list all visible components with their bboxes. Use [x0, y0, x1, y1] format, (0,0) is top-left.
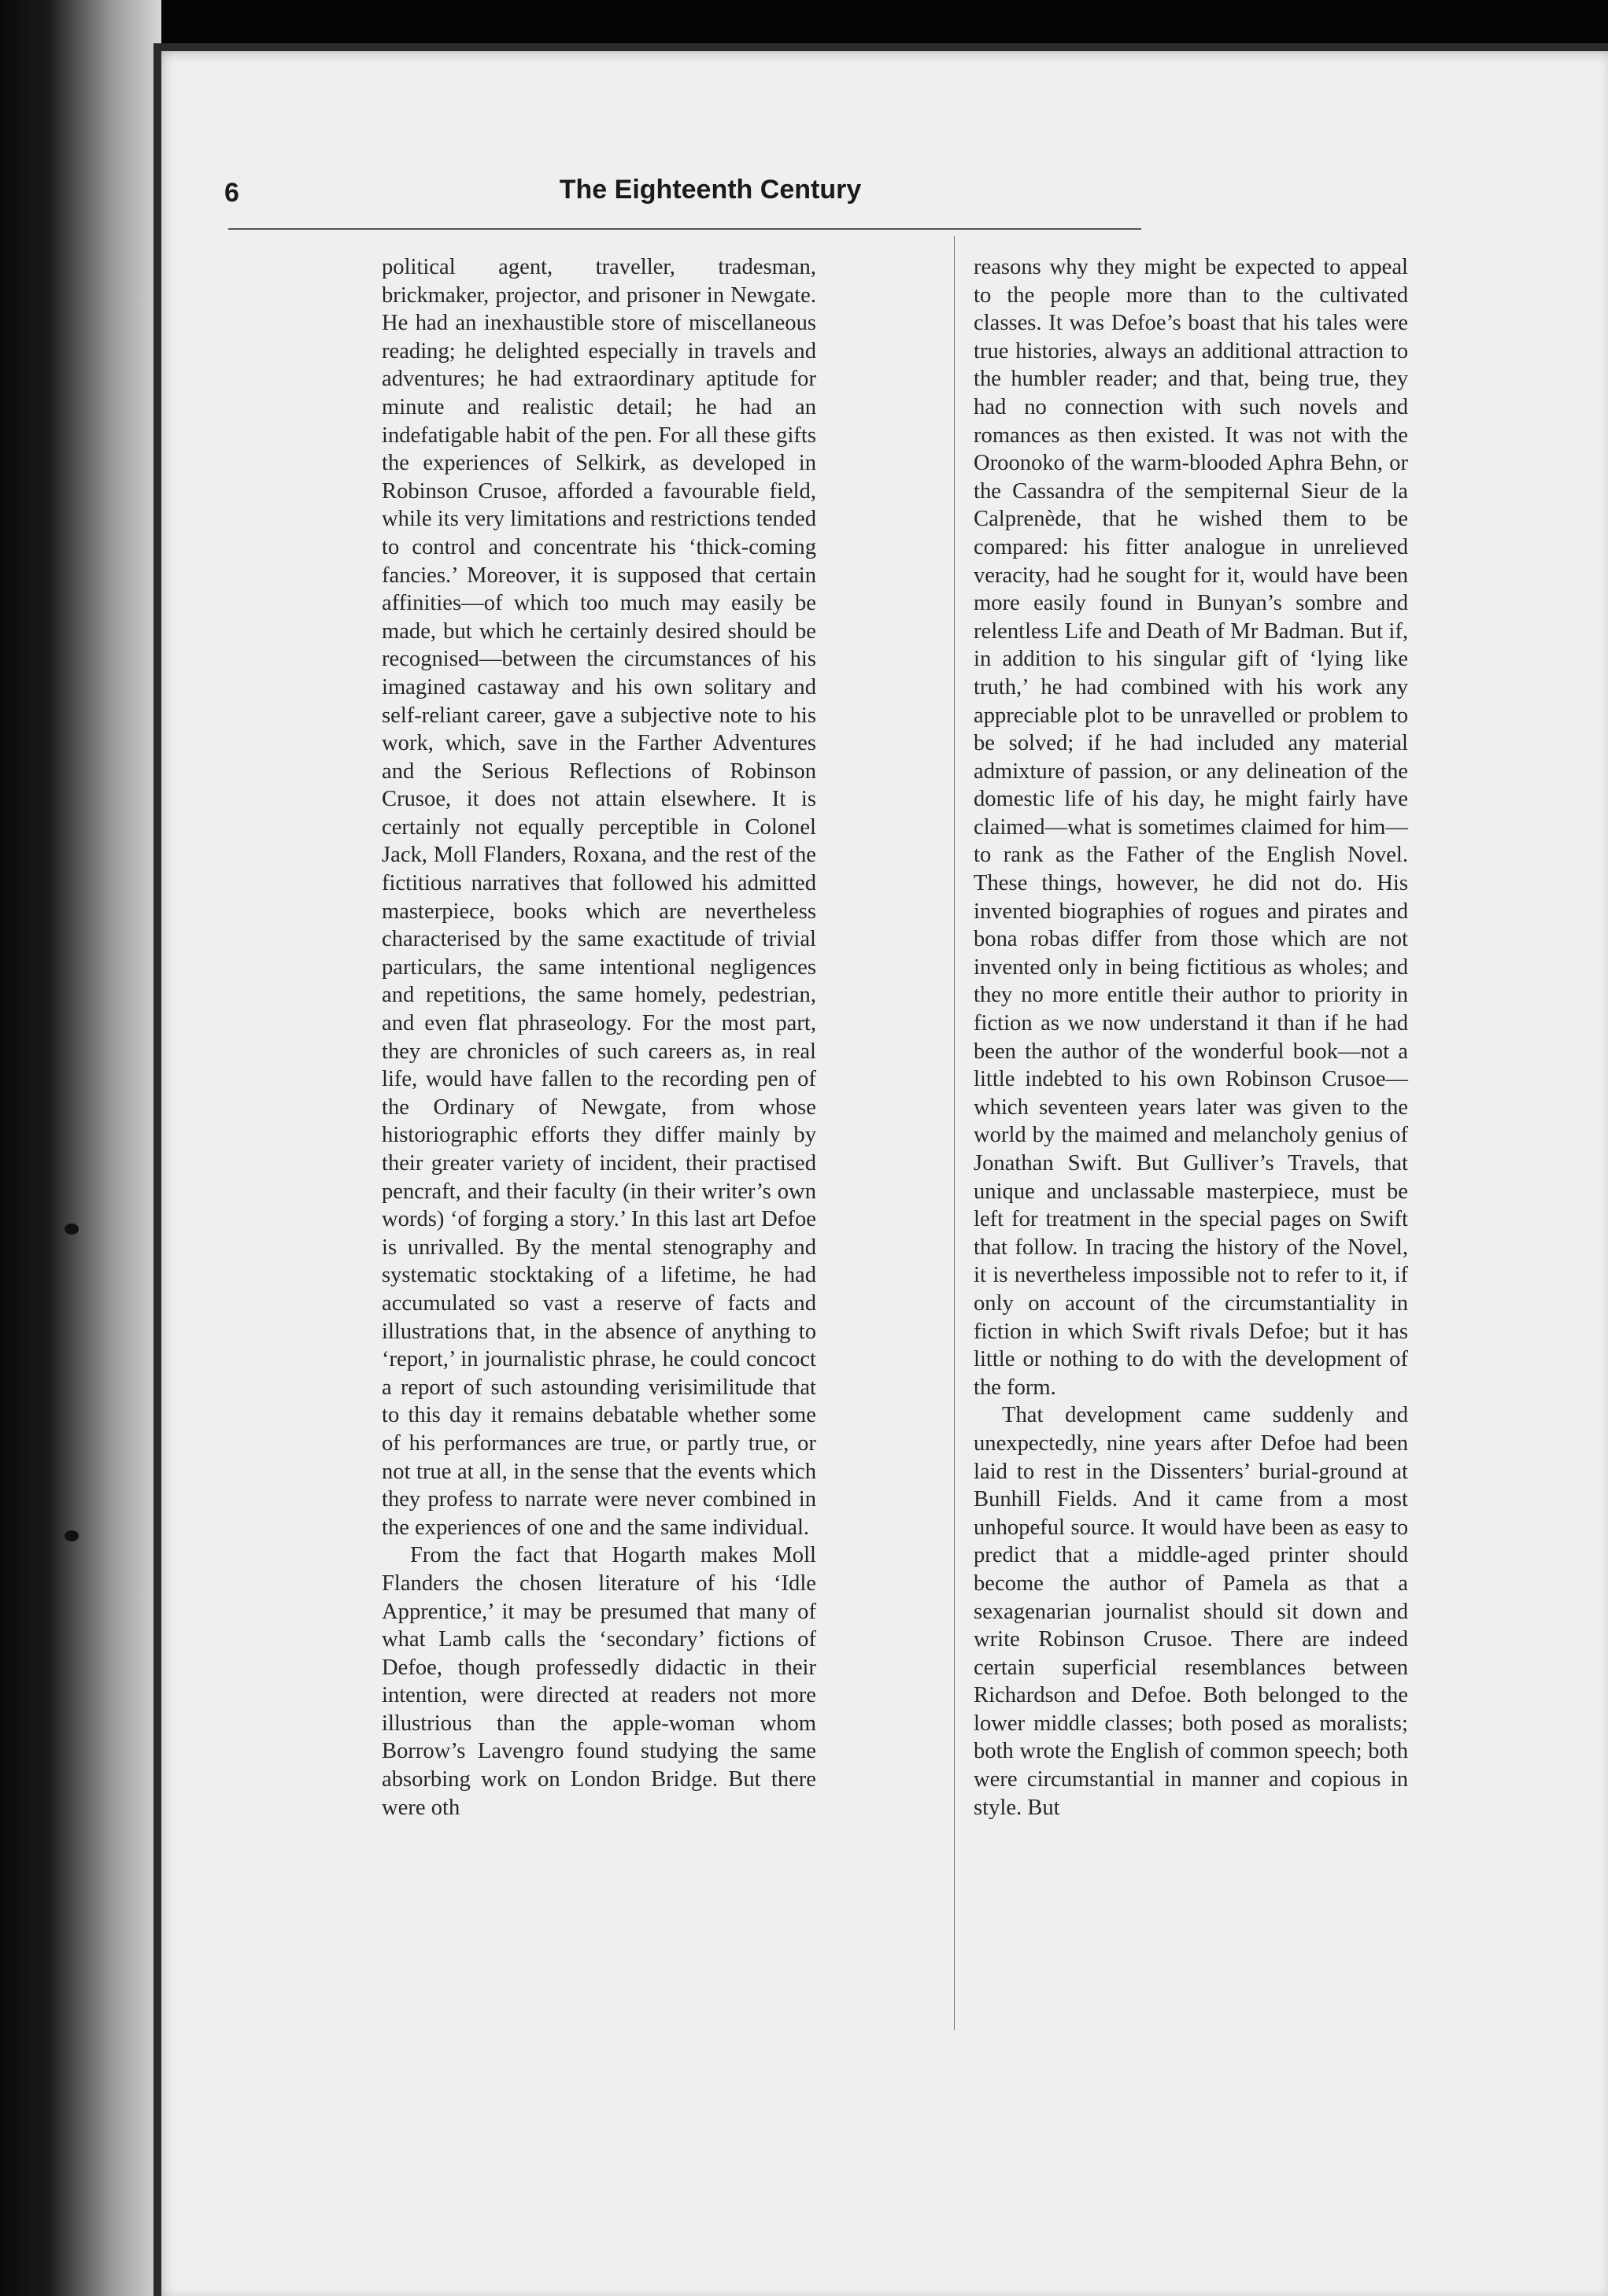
- scan-speck: [65, 1224, 79, 1235]
- running-head: The Eighteenth Century: [559, 175, 862, 205]
- right-column: [974, 253, 1408, 1822]
- scan-edge-shadow: [0, 0, 161, 2296]
- scan-speck: [65, 1530, 79, 1541]
- paragraph: political agent, traveller, tradesman, brickmaker, projector, and prisoner in Newgate. He had an inexhaustible store of miscellaneous reading; he delighted especially in travels and adventures; he had extraordinary aptitude for minute and realistic detail; he had an indefatigable habit of the pen. For all these gifts the experiences of Selkirk, as developed in Robinson Crusoe, afforded a favourable field, while its very limitations and restrictions tended to control and concentrate his ‘thick-coming fancies.’ Moreover, it is supposed that certain affinities—of which too much may easily be made, but which he certainly desired should be recognised—between the circumstances of his imagined castaway and his own solitary and self-reliant career, gave a subjective note to his work, which, save in the Farther Adventures and the Serious Reflections of Robinson Crusoe, it does not attain elsewhere. It is certainly not equally perceptible in Colonel Jack, Moll Flanders, Roxana, and the rest of the fictitious narratives that followed his admitted masterpiece, books which are nevertheless characterised by the same exactitude of trivial particulars, the same intentional negligences and repetitions, the same homely, pedestrian, and even flat phraseology. For the most part, they are chronicles of such careers as, in real life, would have fallen to the recording pen of the Ordinary of Newgate, from whose historiographic efforts they differ mainly by their greater variety of incident, their practised pencraft, and their faculty (in their writer’s own words) ‘of forging a story.’ In this last art Defoe is unrivalled. By the mental stenography and systematic stocktaking of a lifetime, he had accumulated so vast a reserve of facts and illustrations that, in the absence of anything to ‘report,’ in journalistic phrase, he could concoct a report of such astounding verisimilitude that to this day it remains debatable whether some of his performances are true, or partly true, or not true at all, in the sense that the events which they profess to narrate were never combined in the experiences of one and the same individual.: [382, 255, 816, 1540]
- page-edge-top: [153, 43, 1608, 51]
- page-number: 6: [224, 178, 239, 208]
- left-column: [382, 253, 816, 1822]
- paragraph: reasons why they might be expected to appeal to the people more than to the cultivated classes. It was Defoe’s boast that his tales were true histories, always an additional attraction to the humbler reader; and that, being true, they had no connection with such novels and romances as then existed. It was not with the Oroonoko of the warm-blooded Aphra Behn, or the Cassandra of the sempiternal Sieur de la Calprenède, that he wished them to be compared: his fitter analogue in unrelieved veracity, had he sought for it, would have been more easily found in Bunyan’s sombre and relentless Life and Death of Mr Badman. But if, in addition to his singular gift of ‘lying like truth,’ he had combined with his work any appreciable plot to be unravelled or problem to be solved; if he had included any material admixture of passion, or any delineation of the domestic life of his day, he might fairly have claimed—what is sometimes claimed for him—to rank as the Father of the English Novel. These things, however, he did not do. His invented biographies of rogues and pirates and bona robas differ from those which are not invented only in being fictitious as wholes; and they no more entitle their author to priority in fiction as we now understand it than if he had been the author of the wonderful book—not a little indebted to his own Robinson Crusoe—which seventeen years later was given to the world by the maimed and melancholy genius of Jonathan Swift. But Gulliver’s Travels, that unique and unclassable masterpiece, must be left for treatment in the special pages on Swift that follow. In tracing the history of the Novel, it is nevertheless impossible not to refer to it, if only on account of the circumstantiality in fiction in which Swift rivals Defoe; but it has little or nothing to do with the development of the form.: [974, 255, 1408, 1400]
- page-header: [224, 175, 1141, 209]
- page-edge-left: [153, 43, 161, 2296]
- paragraph: That development came suddenly and unexpectedly, nine years after Defoe had been laid to rest in the Dissenters’ burial-ground at Bunhill Fields. And it came from a most unhopeful source. It would have been as easy to predict that a middle-aged printer should become the author of Pamela as that a sexagenarian journalist should sit down and write Robinson Crusoe. There are indeed certain superficial resemblances between Richardson and Defoe. Both belonged to the lower middle classes; both posed as moralists; both wrote the English of common speech; both were circumstantial in manner and copious in style. But: [974, 1403, 1408, 1820]
- paragraph: From the fact that Hogarth makes Moll Flanders the chosen literature of his ‘Idle Apprentice,’ it may be presumed that many of what Lamb calls the ‘secondary’ fictions of Defoe, though professedly didactic in their intention, were directed at readers not more illustrious than the apple-woman whom Borrow’s Lavengro found studying the same absorbing work on London Bridge. But there were oth: [382, 1543, 816, 1820]
- header-rule: [228, 228, 1141, 230]
- column-divider: [954, 236, 955, 2030]
